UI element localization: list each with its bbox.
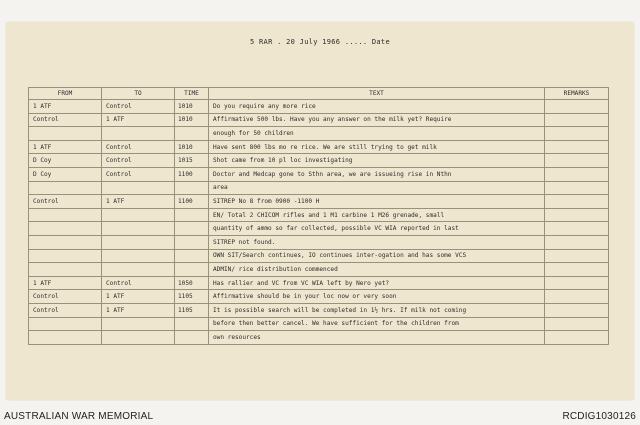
table-row — [29, 195, 609, 209]
table-row — [29, 249, 609, 263]
cell-remarks — [545, 317, 609, 331]
cell-to — [102, 222, 175, 236]
cell-from — [29, 249, 102, 263]
cell-to: Control — [102, 154, 175, 168]
table-row — [29, 331, 609, 345]
cell-text: Doctor and Medcap gone to Sthn area, we are issueing rise in Nthn — [209, 167, 545, 181]
table-row — [29, 181, 609, 195]
cell-time — [175, 235, 209, 249]
cell-from: 1 ATF — [29, 100, 102, 114]
cell-remarks — [545, 195, 609, 209]
cell-to — [102, 331, 175, 345]
cell-to: Control — [102, 167, 175, 181]
cell-remarks — [545, 263, 609, 277]
cell-from — [29, 331, 102, 345]
cell-text: ADMIN/ rice distribution commenced — [209, 263, 545, 277]
cell-time: 1010 — [175, 113, 209, 127]
cell-to — [102, 208, 175, 222]
cell-time: 1010 — [175, 100, 209, 114]
cell-to: 1 ATF — [102, 195, 175, 209]
cell-time: 1100 — [175, 167, 209, 181]
cell-from: Control — [29, 195, 102, 209]
cell-time — [175, 249, 209, 263]
cell-from: D Coy — [29, 154, 102, 168]
table-row — [29, 140, 609, 154]
column-header-text: TEXT — [209, 88, 545, 100]
cell-text: area — [209, 181, 545, 195]
cell-remarks — [545, 154, 609, 168]
table-row — [29, 100, 609, 114]
column-header-to: TO — [102, 88, 175, 100]
cell-remarks — [545, 249, 609, 263]
table-row — [29, 167, 609, 181]
table-header-row — [29, 88, 609, 100]
cell-from: 1 ATF — [29, 140, 102, 154]
cell-text: SITREP not found. — [209, 235, 545, 249]
cell-time: 1010 — [175, 140, 209, 154]
table-row — [29, 235, 609, 249]
cell-to: Control — [102, 140, 175, 154]
cell-time — [175, 208, 209, 222]
cell-text: SITREP No 8 from 0900 -1100 H — [209, 195, 545, 209]
cell-to — [102, 263, 175, 277]
cell-time — [175, 181, 209, 195]
cell-from — [29, 181, 102, 195]
cell-to — [102, 181, 175, 195]
cell-remarks — [545, 290, 609, 304]
table-row — [29, 263, 609, 277]
cell-text: own resources — [209, 331, 545, 345]
cell-from: Control — [29, 303, 102, 317]
cell-text: Affirmative 500 lbs. Have you any answer on the milk yet? Require — [209, 113, 545, 127]
cell-from: D Coy — [29, 167, 102, 181]
cell-text: Has rallier and VC from VC WIA left by Nero yet? — [209, 276, 545, 290]
cell-to — [102, 235, 175, 249]
cell-time: 1105 — [175, 290, 209, 304]
cell-from — [29, 208, 102, 222]
cell-from: 1 ATF — [29, 276, 102, 290]
cell-to: 1 ATF — [102, 113, 175, 127]
cell-time: 1015 — [175, 154, 209, 168]
unit-date-header: 5 RAR . 20 July 1966 ..... Date — [250, 38, 390, 46]
cell-remarks — [545, 235, 609, 249]
cell-remarks — [545, 113, 609, 127]
cell-from: Control — [29, 290, 102, 304]
cell-remarks — [545, 100, 609, 114]
cell-time — [175, 317, 209, 331]
cell-from — [29, 222, 102, 236]
cell-from — [29, 127, 102, 141]
table-row — [29, 290, 609, 304]
cell-to: Control — [102, 276, 175, 290]
cell-text: Have sent 800 lbs mo re rice. We are still trying to get milk — [209, 140, 545, 154]
cell-remarks — [545, 303, 609, 317]
table-row — [29, 276, 609, 290]
cell-from — [29, 317, 102, 331]
cell-text: enough for 50 children — [209, 127, 545, 141]
table-row — [29, 222, 609, 236]
log-sheet — [6, 22, 634, 400]
cell-remarks — [545, 167, 609, 181]
cell-to — [102, 127, 175, 141]
cell-text: before then better cancel. We have sufficient for the children from — [209, 317, 545, 331]
cell-to: Control — [102, 100, 175, 114]
institution-label: AUSTRALIAN WAR MEMORIAL — [4, 411, 154, 422]
column-header-time: TIME — [175, 88, 209, 100]
cell-to: 1 ATF — [102, 290, 175, 304]
cell-remarks — [545, 127, 609, 141]
cell-time — [175, 263, 209, 277]
table-row — [29, 154, 609, 168]
cell-to — [102, 249, 175, 263]
cell-time: 1050 — [175, 276, 209, 290]
table-row — [29, 113, 609, 127]
cell-remarks — [545, 331, 609, 345]
column-header-remarks: REMARKS — [545, 88, 609, 100]
table-row — [29, 303, 609, 317]
cell-from — [29, 235, 102, 249]
cell-time: 1105 — [175, 303, 209, 317]
cell-from — [29, 263, 102, 277]
cell-time: 1100 — [175, 195, 209, 209]
cell-remarks — [545, 208, 609, 222]
cell-text: OWN SIT/Search continues, IO continues inter-ogation and has some VCS — [209, 249, 545, 263]
table-row — [29, 208, 609, 222]
cell-from: Control — [29, 113, 102, 127]
cell-to — [102, 317, 175, 331]
cell-remarks — [545, 140, 609, 154]
cell-text: Affirmative should be in your loc now or very soon — [209, 290, 545, 304]
cell-text: Shot came from 10 pl loc investigating — [209, 154, 545, 168]
cell-time — [175, 331, 209, 345]
message-log-table — [28, 87, 609, 345]
cell-text: EN/ Total 2 CHICOM rifles and 1 M1 carbine 1 M26 grenade, small — [209, 208, 545, 222]
cell-text: Do you require any more rice — [209, 100, 545, 114]
cell-text: quantity of ammo so far collected, possible VC WIA reported in last — [209, 222, 545, 236]
cell-remarks — [545, 222, 609, 236]
cell-text: It is possible search will be completed in 1½ hrs. If milk not coming — [209, 303, 545, 317]
table-row — [29, 317, 609, 331]
cell-time — [175, 127, 209, 141]
column-header-from: FROM — [29, 88, 102, 100]
table-row — [29, 127, 609, 141]
cell-time — [175, 222, 209, 236]
document-id: RCDIG1030126 — [562, 411, 636, 422]
cell-to: 1 ATF — [102, 303, 175, 317]
cell-remarks — [545, 276, 609, 290]
log-body — [29, 100, 609, 345]
cell-remarks — [545, 181, 609, 195]
